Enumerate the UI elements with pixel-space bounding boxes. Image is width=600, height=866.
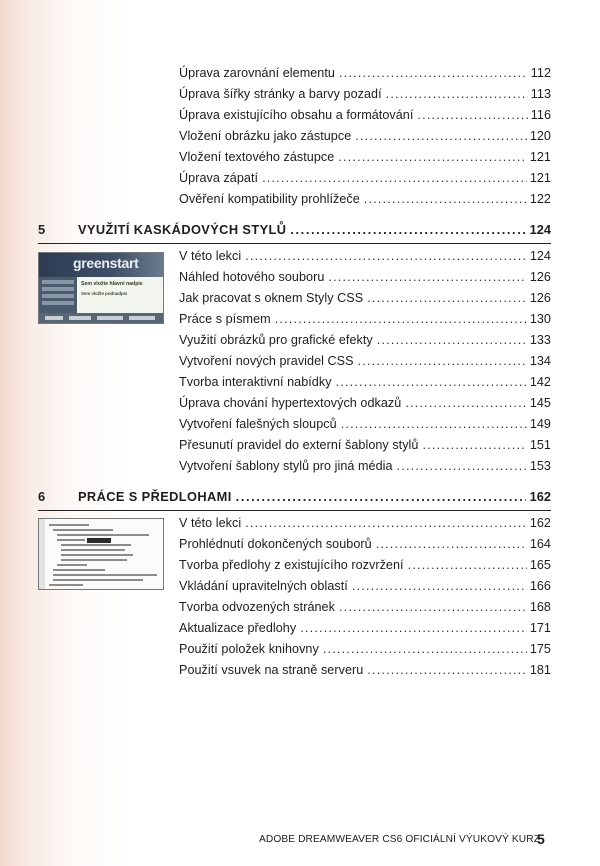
toc-entry: [179, 126, 551, 146]
chapter-page: 162: [529, 489, 551, 504]
dot-leader: [376, 534, 527, 554]
toc-entry: [179, 414, 551, 434]
toc-entry-title: Jak pracovat s oknem Styly CSS: [179, 291, 364, 305]
chapter-heading: [38, 486, 551, 508]
dot-leader: [323, 639, 527, 659]
toc-entry-title: Přesunutí pravidel do externí šablony stylů: [179, 438, 419, 452]
toc-entry-page: 121: [529, 150, 551, 164]
toc-entry-title: Úprava zarovnání elementu: [179, 66, 335, 80]
dot-leader: [275, 309, 527, 329]
toc-entry: [179, 168, 551, 188]
chapter-6-thumbnail: [38, 518, 164, 590]
toc-entry-title: Tvorba předlohy z existujícího rozvržení: [179, 558, 404, 572]
toc-entry-page: 133: [529, 333, 551, 347]
toc-entry-title: Použití položek knihovny: [179, 642, 319, 656]
dot-leader: [408, 555, 527, 575]
toc-entry-page: 134: [529, 354, 551, 368]
toc-entry-page: 112: [530, 66, 551, 80]
toc-entry-title: Práce s písmem: [179, 312, 271, 326]
dot-leader: [328, 267, 526, 287]
toc-entry: [179, 84, 551, 104]
toc-entry-title: V této lekci: [179, 516, 242, 530]
dot-leader: [397, 456, 527, 476]
toc-entry-page: 164: [529, 537, 551, 551]
toc-entry-page: 126: [529, 270, 551, 284]
dot-leader: [422, 435, 526, 455]
running-footer: ADOBE DREAMWEAVER CS6 OFICIÁLNÍ VÝUKOVÝ KURZ: [259, 834, 541, 845]
dot-leader: [377, 330, 527, 350]
dot-leader: [236, 486, 526, 508]
chapter-5-thumbnail: [38, 252, 164, 324]
toc-entry-page: 122: [529, 192, 551, 206]
thumbnail-heading: Sem vložte hlavní nadpis: [81, 281, 143, 287]
toc-entry-title: Vkládání upravitelných oblastí: [179, 579, 348, 593]
toc-entry-page: 153: [529, 459, 551, 473]
dot-leader: [336, 372, 527, 392]
code-gutter: [39, 519, 45, 589]
toc-entry-page: 171: [529, 621, 551, 635]
chapter-number: 6: [38, 489, 46, 504]
toc-entry-page: 151: [529, 438, 551, 452]
dot-leader: [339, 597, 527, 617]
toc-entry-page: 162: [529, 516, 551, 530]
toc-entry-title: Náhled hotového souboru: [179, 270, 325, 284]
toc-entry: [179, 63, 551, 83]
toc-entry: [179, 534, 551, 554]
chapter-title: PRÁCE S PŘEDLOHAMI: [78, 489, 232, 504]
dot-leader: [417, 105, 527, 125]
toc-entry-title: Tvorba interaktivní nabídky: [179, 375, 332, 389]
dot-leader: [367, 660, 527, 680]
dot-leader: [300, 618, 527, 638]
toc-entry-page: 142: [529, 375, 551, 389]
toc-entry-title: Úprava zápatí: [179, 171, 259, 185]
toc-entry: [179, 393, 551, 413]
toc-entry: [179, 639, 551, 659]
toc-entry: [179, 246, 551, 266]
toc-entry: [179, 372, 551, 392]
dot-leader: [386, 84, 528, 104]
toc-entry: [179, 330, 551, 350]
toc-entry: [179, 288, 551, 308]
toc-entry-page: 168: [529, 600, 551, 614]
toc-entry-page: 175: [529, 642, 551, 656]
dot-leader: [341, 414, 527, 434]
thumbnail-main-area: [77, 277, 163, 313]
dot-leader: [352, 576, 527, 596]
thumbnail-subheading: Sem vložte podnadpis: [81, 291, 128, 296]
thumbnail-logo-text: greenstart: [73, 255, 139, 271]
toc-entry: [179, 513, 551, 533]
toc-entry: [179, 189, 551, 209]
dot-leader: [355, 126, 527, 146]
dot-leader: [338, 147, 527, 167]
chapter-divider: [38, 510, 551, 511]
toc-entry: [179, 267, 551, 287]
dot-leader: [367, 288, 527, 308]
toc-entry-title: Vytvoření šablony stylů pro jiná média: [179, 459, 393, 473]
toc-entry-title: Aktualizace předlohy: [179, 621, 297, 635]
dot-leader: [262, 168, 527, 188]
toc-entry-title: Vložení obrázku jako zástupce: [179, 129, 352, 143]
chapter-title: VYUŽITÍ KASKÁDOVÝCH STYLŮ: [78, 222, 287, 237]
chapter-number: 5: [38, 222, 46, 237]
chapter-divider: [38, 243, 551, 244]
toc-entry-page: 145: [529, 396, 551, 410]
thumbnail-footer: [39, 313, 163, 323]
toc-entry-title: Vytvoření falešných sloupců: [179, 417, 337, 431]
toc-entry: [179, 105, 551, 125]
toc-entry: [179, 147, 551, 167]
dot-leader: [290, 219, 525, 241]
toc-entry: [179, 456, 551, 476]
dot-leader: [245, 513, 527, 533]
dot-leader: [245, 246, 527, 266]
toc-entry-page: 120: [529, 129, 551, 143]
toc-entry-page: 124: [529, 249, 551, 263]
toc-entry-title: Využití obrázků pro grafické efekty: [179, 333, 373, 347]
toc-entry-title: Použití vsuvek na straně serveru: [179, 663, 364, 677]
thumbnail-sidebar: [39, 277, 77, 313]
toc-entry-page: 130: [529, 312, 551, 326]
toc-entry-page: 126: [529, 291, 551, 305]
toc-entry: [179, 351, 551, 371]
toc-entry-title: Úprava chování hypertextových odkazů: [179, 396, 402, 410]
toc-entry-title: V této lekci: [179, 249, 242, 263]
toc-entry-title: Ověření kompatibility prohlížeče: [179, 192, 360, 206]
toc-entry-page: 121: [529, 171, 551, 185]
toc-entry: [179, 435, 551, 455]
toc-entry: [179, 576, 551, 596]
toc-entry-page: 113: [530, 87, 551, 101]
dot-leader: [358, 351, 527, 371]
toc-entry-page: 165: [529, 558, 551, 572]
toc-entry: [179, 618, 551, 638]
dot-leader: [405, 393, 527, 413]
dot-leader: [339, 63, 528, 83]
toc-entry-title: Tvorba odvozených stránek: [179, 600, 335, 614]
toc-entry-title: Úprava existujícího obsahu a formátování: [179, 108, 414, 122]
toc-entry-page: 181: [529, 663, 551, 677]
toc-entry-title: Prohlédnutí dokončených souborů: [179, 537, 372, 551]
toc-entry-title: Vytvoření nových pravidel CSS: [179, 354, 354, 368]
chapter-page: 124: [529, 222, 551, 237]
toc-entry-page: 166: [529, 579, 551, 593]
toc-entry-title: Vložení textového zástupce: [179, 150, 335, 164]
toc-entry: [179, 660, 551, 680]
toc-entry-title: Úprava šířky stránky a barvy pozadí: [179, 87, 382, 101]
toc-entry-page: 149: [529, 417, 551, 431]
dot-leader: [364, 189, 527, 209]
page-number: 5: [537, 831, 545, 847]
toc-entry: [179, 597, 551, 617]
toc-entry: [179, 309, 551, 329]
toc-entry-page: 116: [530, 108, 551, 122]
toc-entry: [179, 555, 551, 575]
chapter-heading: [38, 219, 551, 241]
